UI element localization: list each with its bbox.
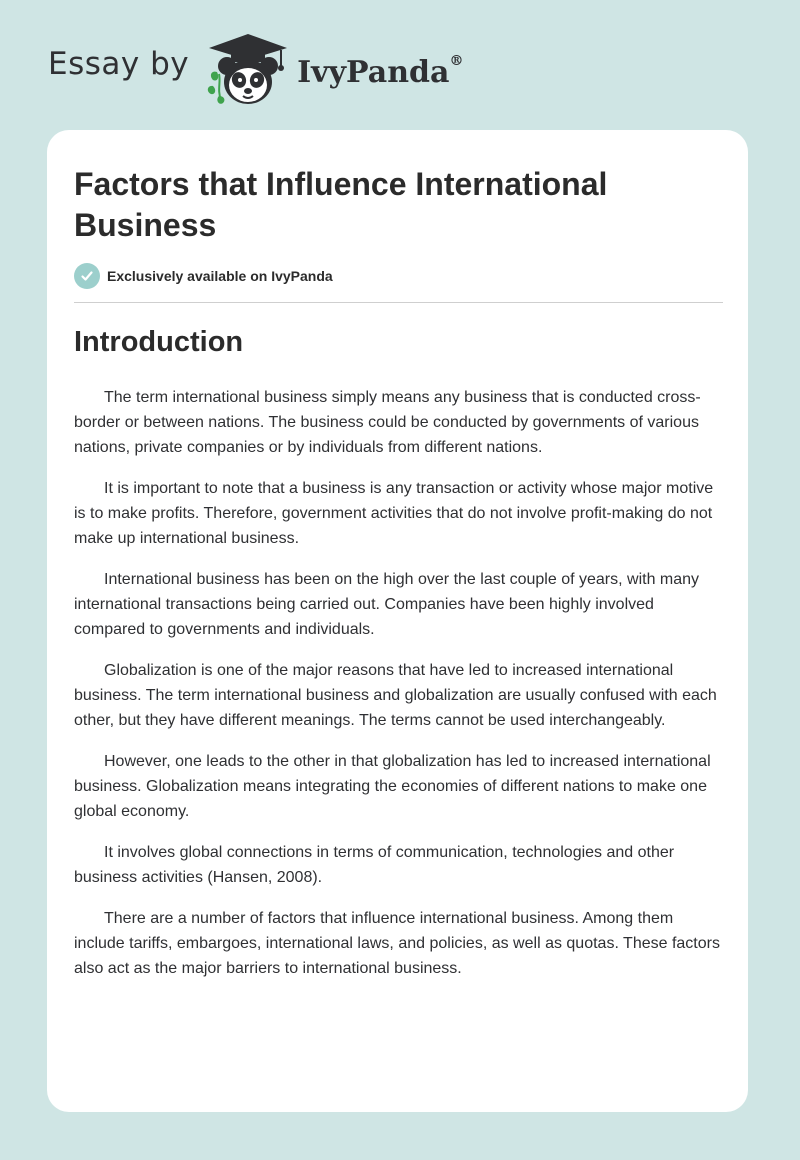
- article-card: [47, 130, 748, 1112]
- article-body: [74, 385, 726, 997]
- exclusive-label: Exclusively available on IvyPanda: [107, 268, 333, 284]
- exclusive-badge: [74, 263, 333, 289]
- paragraph: International business has been on the high over the last couple of years, with many international transactions being carried out. Companies have been highly involved compared to governments and individuals.: [74, 571, 700, 638]
- paragraph: The term international business simply means any business that is conducted cross-border or between nations. The business could be conducted by governments of various nations, private companies or by individuals from different nations.: [74, 389, 701, 456]
- paragraph: It involves global connections in terms of communication, technologies and other business activities (Hansen, 2008).: [74, 844, 675, 886]
- paragraph: There are a number of factors that influence international business. Among them include tariffs, embargoes, international laws, and policies, as well as quotas. These factors also act as the major barriers to international business.: [74, 910, 720, 977]
- article-title: Factors that Influence International Business: [74, 166, 608, 243]
- paragraph: However, one leads to the other in that globalization has led to increased international business. Globalization means integrating the economies of different nations to make one global economy.: [74, 753, 711, 820]
- panda-graduation-cap-icon[interactable]: [203, 30, 293, 110]
- paragraph: It is important to note that a business is any transaction or activity whose major motive is to make profits. Therefore, government activities that do not involve profit-making do not make up international business.: [74, 480, 714, 547]
- essay-by-label: Essay by: [48, 46, 190, 82]
- site-header: [48, 30, 463, 110]
- check-circle-icon: [74, 263, 100, 289]
- section-heading: Introduction: [74, 326, 244, 358]
- ivy-leaf-icon: [208, 72, 225, 104]
- divider: [74, 302, 723, 303]
- brand-name[interactable]: IvyPanda®: [297, 52, 464, 90]
- paragraph: Globalization is one of the major reasons that have led to increased international business. The term international business and globalization are usually confused with each other, but they have different meanings. The terms cannot be used interchangeably.: [74, 662, 717, 729]
